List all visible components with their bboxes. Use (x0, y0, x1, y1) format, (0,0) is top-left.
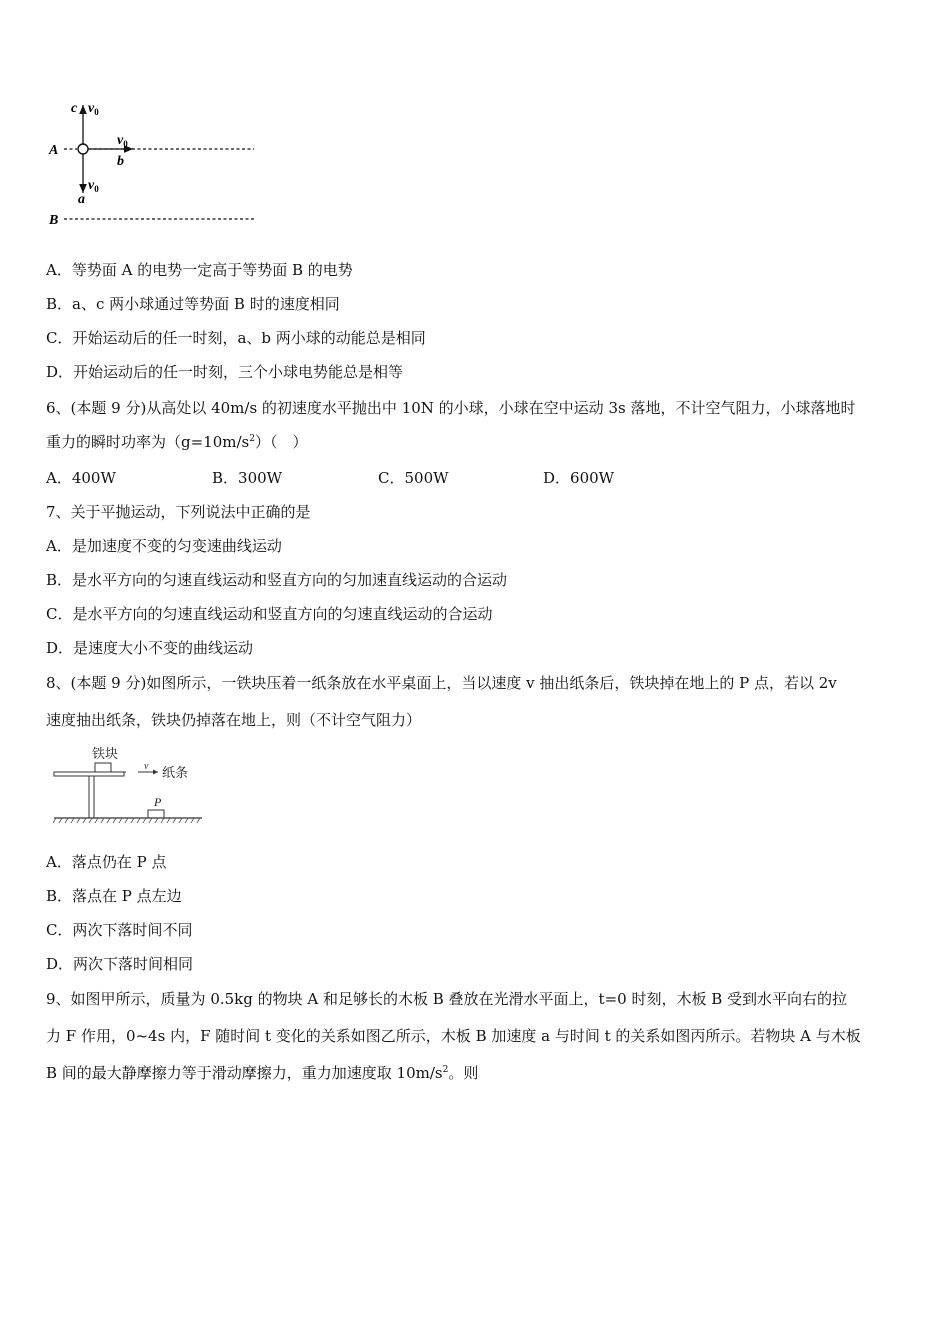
q5-option-a: A．等势面 A 的电势一定高于等势面 B 的电势 (46, 261, 353, 279)
q8-option-a: A．落点仍在 P 点 (46, 853, 167, 871)
q7-stem: 7、关于平抛运动，下列说法中正确的是 (46, 503, 311, 521)
q6-option-a: A．400W (46, 469, 116, 487)
q9-stem-line2: 力 F 作用，0~4s 内，F 随时间 t 变化的关系如图乙所示，木板 B 加速度 a 与时间 t 的关系如图丙所示。若物块 A 与木板 (46, 1027, 861, 1045)
q7-option-d: D．是速度大小不变的曲线运动 (46, 639, 254, 657)
ground-hatching (53, 818, 200, 823)
q8-stem-line2: 速度抽出纸条，铁块仍掉落在地上，则（不计空气阻力） (46, 711, 422, 729)
label-b: b (117, 154, 124, 169)
label-c: c (71, 101, 78, 116)
q8-option-b: B．落点在 P 点左边 (46, 887, 182, 905)
figure-equipotential (40, 95, 270, 235)
charged-ball (78, 144, 88, 154)
label-iron-block: 铁块 (92, 746, 119, 761)
label-A: A (49, 143, 59, 158)
label-v: v (144, 761, 149, 772)
label-P: P (154, 795, 162, 809)
q5-option-d: D．开始运动后的任一时刻，三个小球电势能总是相等 (46, 363, 404, 381)
q6-stem-line1: 6、(本题 9 分)从高处以 40m/s 的初速度水平抛出中 10N 的小球，小球在空中运动 3s 落地，不计空气阻力，小球落地时 (46, 399, 856, 417)
label-v0-top: $v_0$ (88, 101, 99, 117)
label-v0-right: $v_0$ (117, 133, 128, 149)
table-top (54, 772, 124, 776)
q7-option-c: C．是水平方向的匀速直线运动和竖直方向的匀速直线运动的合运动 (46, 605, 493, 623)
q8-option-c: C．两次下落时间不同 (46, 921, 193, 939)
q7-option-b: B．是水平方向的匀速直线运动和竖直方向的匀加速直线运动的合运动 (46, 571, 508, 589)
q7-option-a: A．是加速度不变的匀变速曲线运动 (46, 537, 282, 555)
q6-option-c: C．500W (378, 469, 449, 487)
q8-stem-line1: 8、(本题 9 分)如图所示，一铁块压着一纸条放在水平桌面上，当以速度 v 抽出纸条后，铁块掉在地上的 P 点，若以 2v (46, 674, 837, 692)
figure-iron-block-table (50, 744, 210, 830)
q6-option-b: B．300W (212, 469, 283, 487)
label-B: B (49, 213, 59, 228)
label-v0-bottom: $v_0$ (88, 178, 99, 194)
iron-block (95, 763, 111, 772)
label-a: a (78, 192, 85, 207)
q5-option-c: C．开始运动后的任一时刻，a、b 两小球的动能总是相同 (46, 329, 426, 347)
q8-option-d: D．两次下落时间相同 (46, 955, 194, 973)
q9-stem-line3: B 间的最大静摩擦力等于滑动摩擦力，重力加速度取 $10m/s^2$。则 (46, 1064, 479, 1082)
table-leg (89, 776, 94, 818)
q5-option-b: B．a、c 两小球通过等势面 B 时的速度相同 (46, 295, 340, 313)
label-paper: 纸条 (162, 765, 189, 780)
q9-stem-line1: 9、如图甲所示，质量为 0.5kg 的物块 A 和足够长的木板 B 叠放在光滑水平面上，t=0 时刻，木板 B 受到水平向右的拉 (46, 990, 848, 1008)
q6-stem-line2: 重力的瞬时功率为$(g=10m/s^2)$（ ） (46, 433, 308, 451)
landing-point-P (148, 810, 164, 818)
q6-option-d: D．600W (543, 469, 615, 487)
